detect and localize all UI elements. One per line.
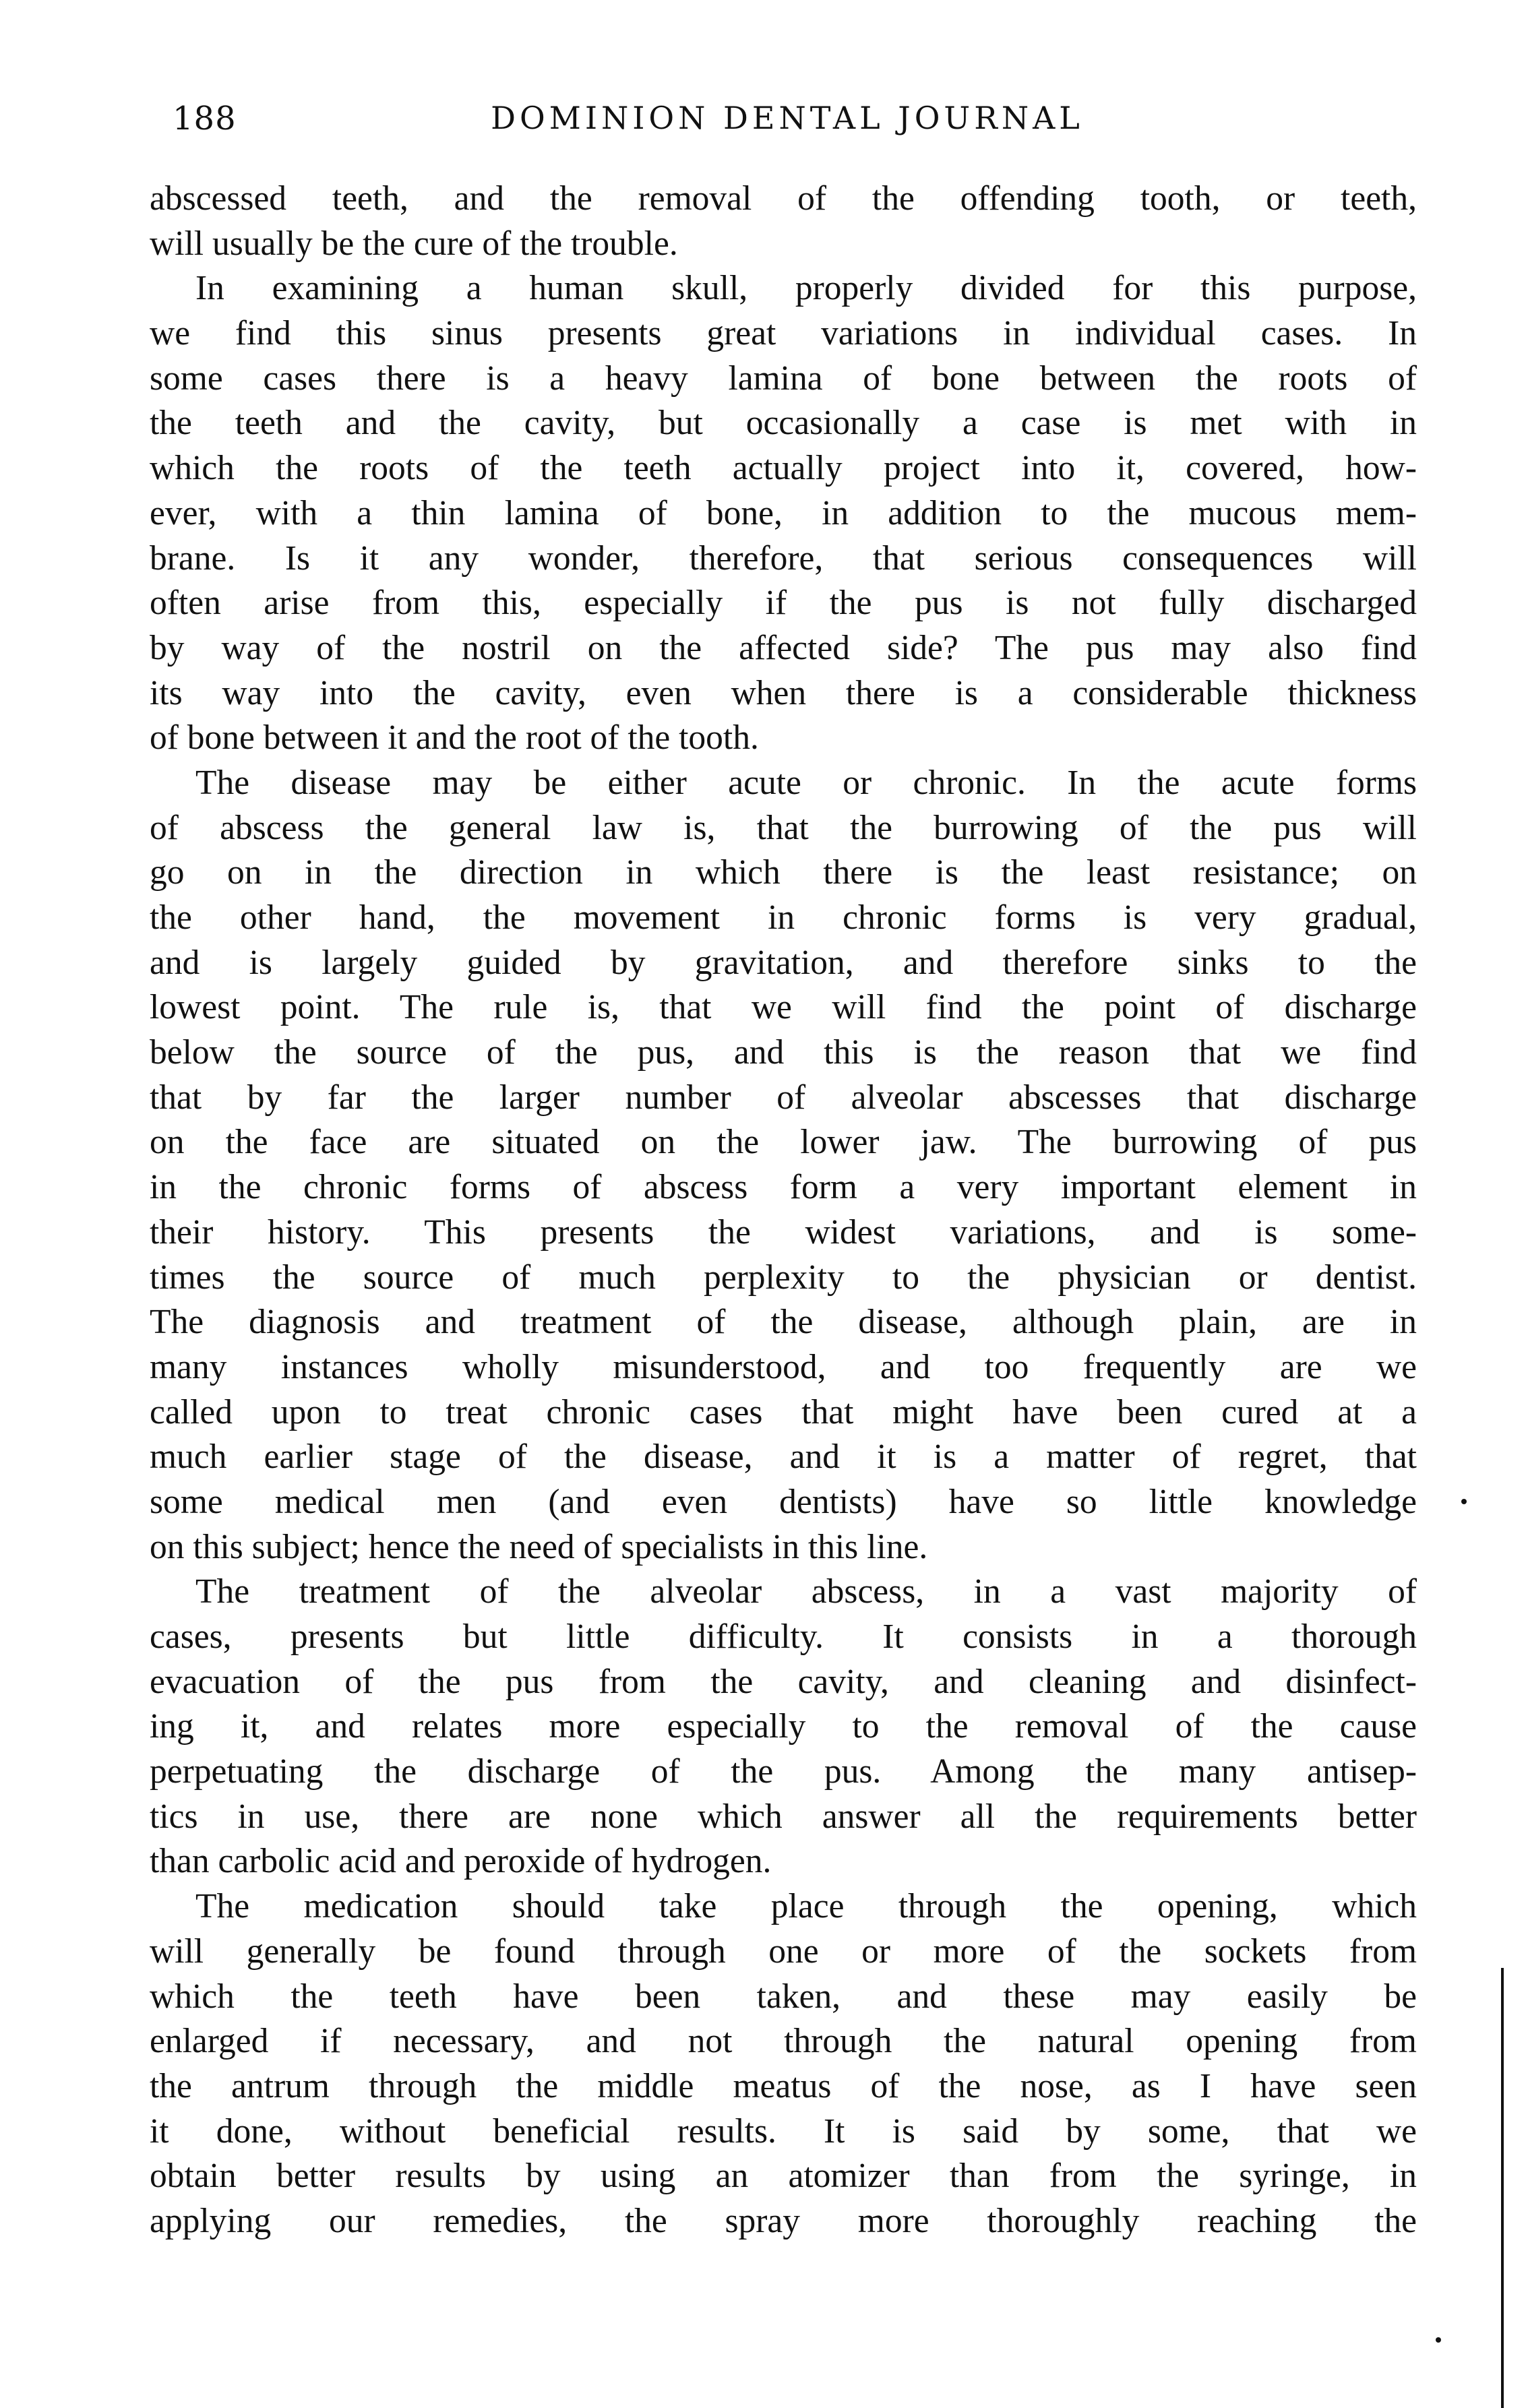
text-line: their history. This presents the widest variations, and is some- [150, 1212, 1417, 1252]
text-line: abscessed teeth, and the removal of the offending tooth, or teeth, [150, 179, 1417, 218]
text-line: some cases there is a heavy lamina of bone between the roots of [150, 359, 1417, 398]
paragraph [150, 266, 1417, 761]
page-number: 188 [173, 100, 237, 137]
paragraph [150, 761, 1417, 1570]
text-line: The treatment of the alveolar abscess, in a vast majority of [195, 1572, 1417, 1611]
text-line: The disease may be either acute or chronic. In the acute forms [195, 763, 1417, 802]
text-line: of abscess the general law is, that the burrowing of the pus will [150, 808, 1417, 847]
text-line: the other hand, the movement in chronic forms is very gradual, [150, 898, 1417, 937]
text-line: called upon to treat chronic cases that might have been cured at a [150, 1392, 1417, 1431]
text-line: perpetuating the discharge of the pus. Among the many antisep- [150, 1752, 1417, 1791]
text-line: ever, with a thin lamina of bone, in addition to the mucous mem- [150, 493, 1417, 532]
text-line: below the source of the pus, and this is the reason that we find [150, 1033, 1417, 1072]
text-line: some medical men (and even dentists) have so little knowledge [150, 1482, 1417, 1521]
text-line: which the teeth have been taken, and these may easily be [150, 1977, 1417, 2016]
paragraph [150, 177, 1417, 266]
text-line: brane. Is it any wonder, therefore, that serious consequences will [150, 538, 1417, 578]
text-line: we find this sinus presents great variations in individual cases. In [150, 314, 1417, 353]
text-line: will usually be the cure of the trouble. [150, 224, 678, 263]
text-line: often arise from this, especially if the pus is not fully discharged [150, 584, 1417, 623]
page-edge-rule [1501, 1968, 1504, 2408]
text-line: ing it, and relates more especially to the removal of the cause [150, 1707, 1417, 1746]
paragraph [150, 1570, 1417, 1884]
text-line: much earlier stage of the disease, and it is a matter of regret, that [150, 1438, 1417, 1477]
text-line: the teeth and the cavity, but occasionally a case is met with in [150, 404, 1417, 443]
text-line: than carbolic acid and peroxide of hydrogen. [150, 1842, 772, 1881]
text-line: on the face are situated on the lower jaw. The burrowing of pus [150, 1123, 1417, 1162]
text-line: lowest point. The rule is, that we will find the point of discharge [150, 988, 1417, 1027]
text-line: tics in use, there are none which answer all the requirements better [150, 1797, 1417, 1836]
paragraph [150, 1884, 1417, 2244]
text-line: that by far the larger number of alveolar abscesses that discharge [150, 1078, 1417, 1117]
journal-title: DOMINION DENTAL JOURNAL [491, 100, 1084, 136]
text-line: by way of the nostril on the affected side? The pus may also find [150, 628, 1417, 667]
text-line: In examining a human skull, properly divided for this purpose, [195, 269, 1417, 308]
text-line: applying our remedies, the spray more thoroughly reaching the [150, 2201, 1417, 2240]
text-line: it done, without beneficial results. It is said by some, that we [150, 2111, 1417, 2151]
text-line: obtain better results by using an atomizer than from the syringe, in [150, 2157, 1417, 2196]
text-line: many instances wholly misunderstood, and too frequently are we [150, 1347, 1417, 1386]
running-head [154, 100, 1421, 140]
text-line: the antrum through the middle meatus of the nose, as I have seen [150, 2066, 1417, 2105]
text-line: on this subject; hence the need of specialists in this line. [150, 1527, 928, 1566]
article-body [150, 177, 1417, 2244]
text-line: cases, presents but little difficulty. It consists in a thorough [150, 1617, 1417, 1656]
text-line: go on in the direction in which there is the least resistance; on [150, 853, 1417, 892]
text-line: enlarged if necessary, and not through the natural opening from [150, 2022, 1417, 2061]
text-line: The diagnosis and treatment of the disease, although plain, are in [150, 1303, 1417, 1342]
text-line: will generally be found through one or more of the sockets from [150, 1932, 1417, 1971]
text-line: its way into the cavity, even when there is a considerable thickness [150, 673, 1417, 712]
margin-mark [1461, 1499, 1467, 1504]
text-line: and is largely guided by gravitation, and therefore sinks to the [150, 943, 1417, 982]
text-line: which the roots of the teeth actually project into it, covered, how- [150, 449, 1417, 488]
margin-mark [1436, 2337, 1441, 2343]
text-line: of bone between it and the root of the tooth. [150, 718, 759, 758]
text-line: times the source of much perplexity to the physician or dentist. [150, 1258, 1417, 1297]
text-line: evacuation of the pus from the cavity, and cleaning and disinfect- [150, 1662, 1417, 1701]
text-line: The medication should take place through the opening, which [195, 1887, 1417, 1926]
text-line: in the chronic forms of abscess form a very important element in [150, 1168, 1417, 1207]
